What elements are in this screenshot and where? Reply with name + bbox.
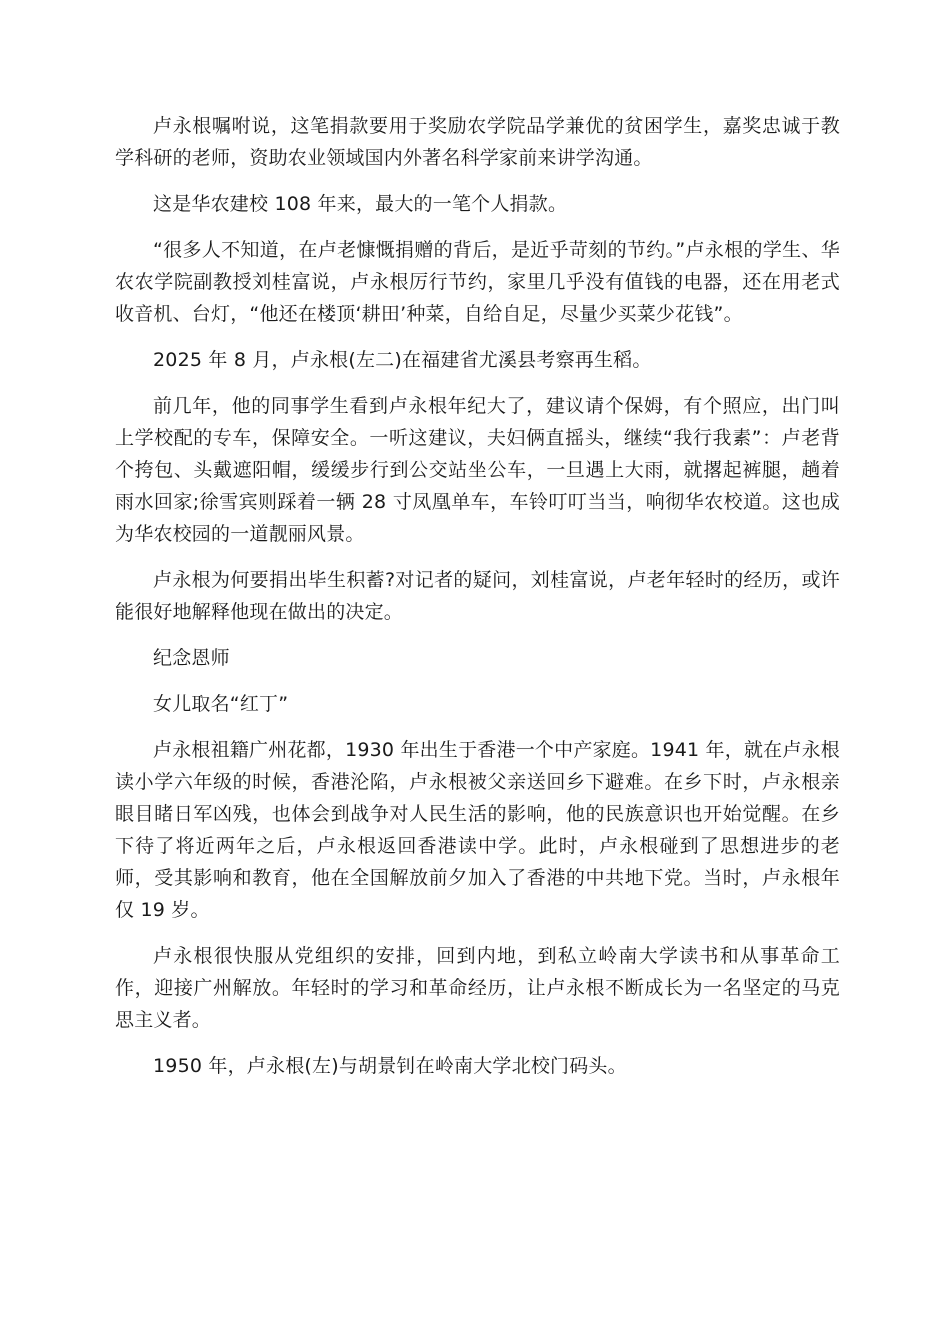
document-body	[115, 110, 840, 1096]
photo-caption-lingnan: 1950 年，卢永根(左)与胡景钊在岭南大学北校门码头。	[153, 1055, 627, 1077]
paragraph-revolution: 卢永根很快服从党组织的安排，回到内地，到私立岭南大学读书和从事革命工作，迎接广州解放。年轻时的学习和革命经历，让卢永根不断成长为一名坚定的马克思主义者。	[115, 945, 840, 1031]
paragraph-why-donate: 卢永根为何要捐出毕生积蓄?对记者的疑问，刘桂富说，卢老年轻时的经历，或许能很好地解释他现在做出的决定。	[115, 569, 840, 623]
paragraph-frugality: “很多人不知道，在卢老慷慨捐赠的背后，是近乎苛刻的节约。”卢永根的学生、华农农学院副教授刘桂富说，卢永根厉行节约，家里几乎没有值钱的电器，还在用老式收音机、台灯，“他还在楼顶‘耕田’种菜，自给自足，尽量少买菜少花钱”。	[115, 239, 840, 325]
paragraph-donation-purpose: 卢永根嘱咐说，这笔捐款要用于奖励农学院品学兼优的贫困学生，嘉奖忠诚于教学科研的老师，资助农业领域国内外著名科学家前来讲学沟通。	[115, 115, 840, 169]
paragraph-early-life: 卢永根祖籍广州花都，1930 年出生于香港一个中产家庭。1941 年，就在卢永根读小学六年级的时候，香港沦陷，卢永根被父亲送回乡下避难。在乡下时，卢永根亲眼目睹日军凶残，也体会到战争对人民生活的影响，他的民族意识也开始觉醒。在乡下待了将近两年之后，卢永根返回香港读中学。此时，卢永根碰到了思想进步的老师，受其影响和教育，他在全国解放前夕加入了香港的中共地下党。当时，卢永根年仅 19 岁。	[115, 739, 840, 921]
section-heading-line-1: 纪念恩师	[153, 647, 230, 669]
paragraph-lifestyle: 前几年，他的同事学生看到卢永根年纪大了，建议请个保姆，有个照应，出门叫上学校配的专车，保障安全。一听这建议，夫妇俩直摇头，继续“我行我素”：卢老背个挎包、头戴遮阳帽，缓缓步行到公交站坐公车，一旦遇上大雨，就撂起裤腿，趟着雨水回家;徐雪宾则踩着一辆 28 寸凤凰单车，车铃叮叮当当，响彻华农校道。这也成为华农校园的一道靓丽风景。	[115, 395, 840, 545]
paragraph-largest-donation: 这是华农建校 108 年来，最大的一笔个人捐款。	[153, 193, 568, 215]
section-heading-line-2: 女儿取名“红丁”	[153, 693, 289, 715]
photo-caption-fujian: 2025 年 8 月，卢永根(左二)在福建省尤溪县考察再生稻。	[153, 349, 652, 371]
